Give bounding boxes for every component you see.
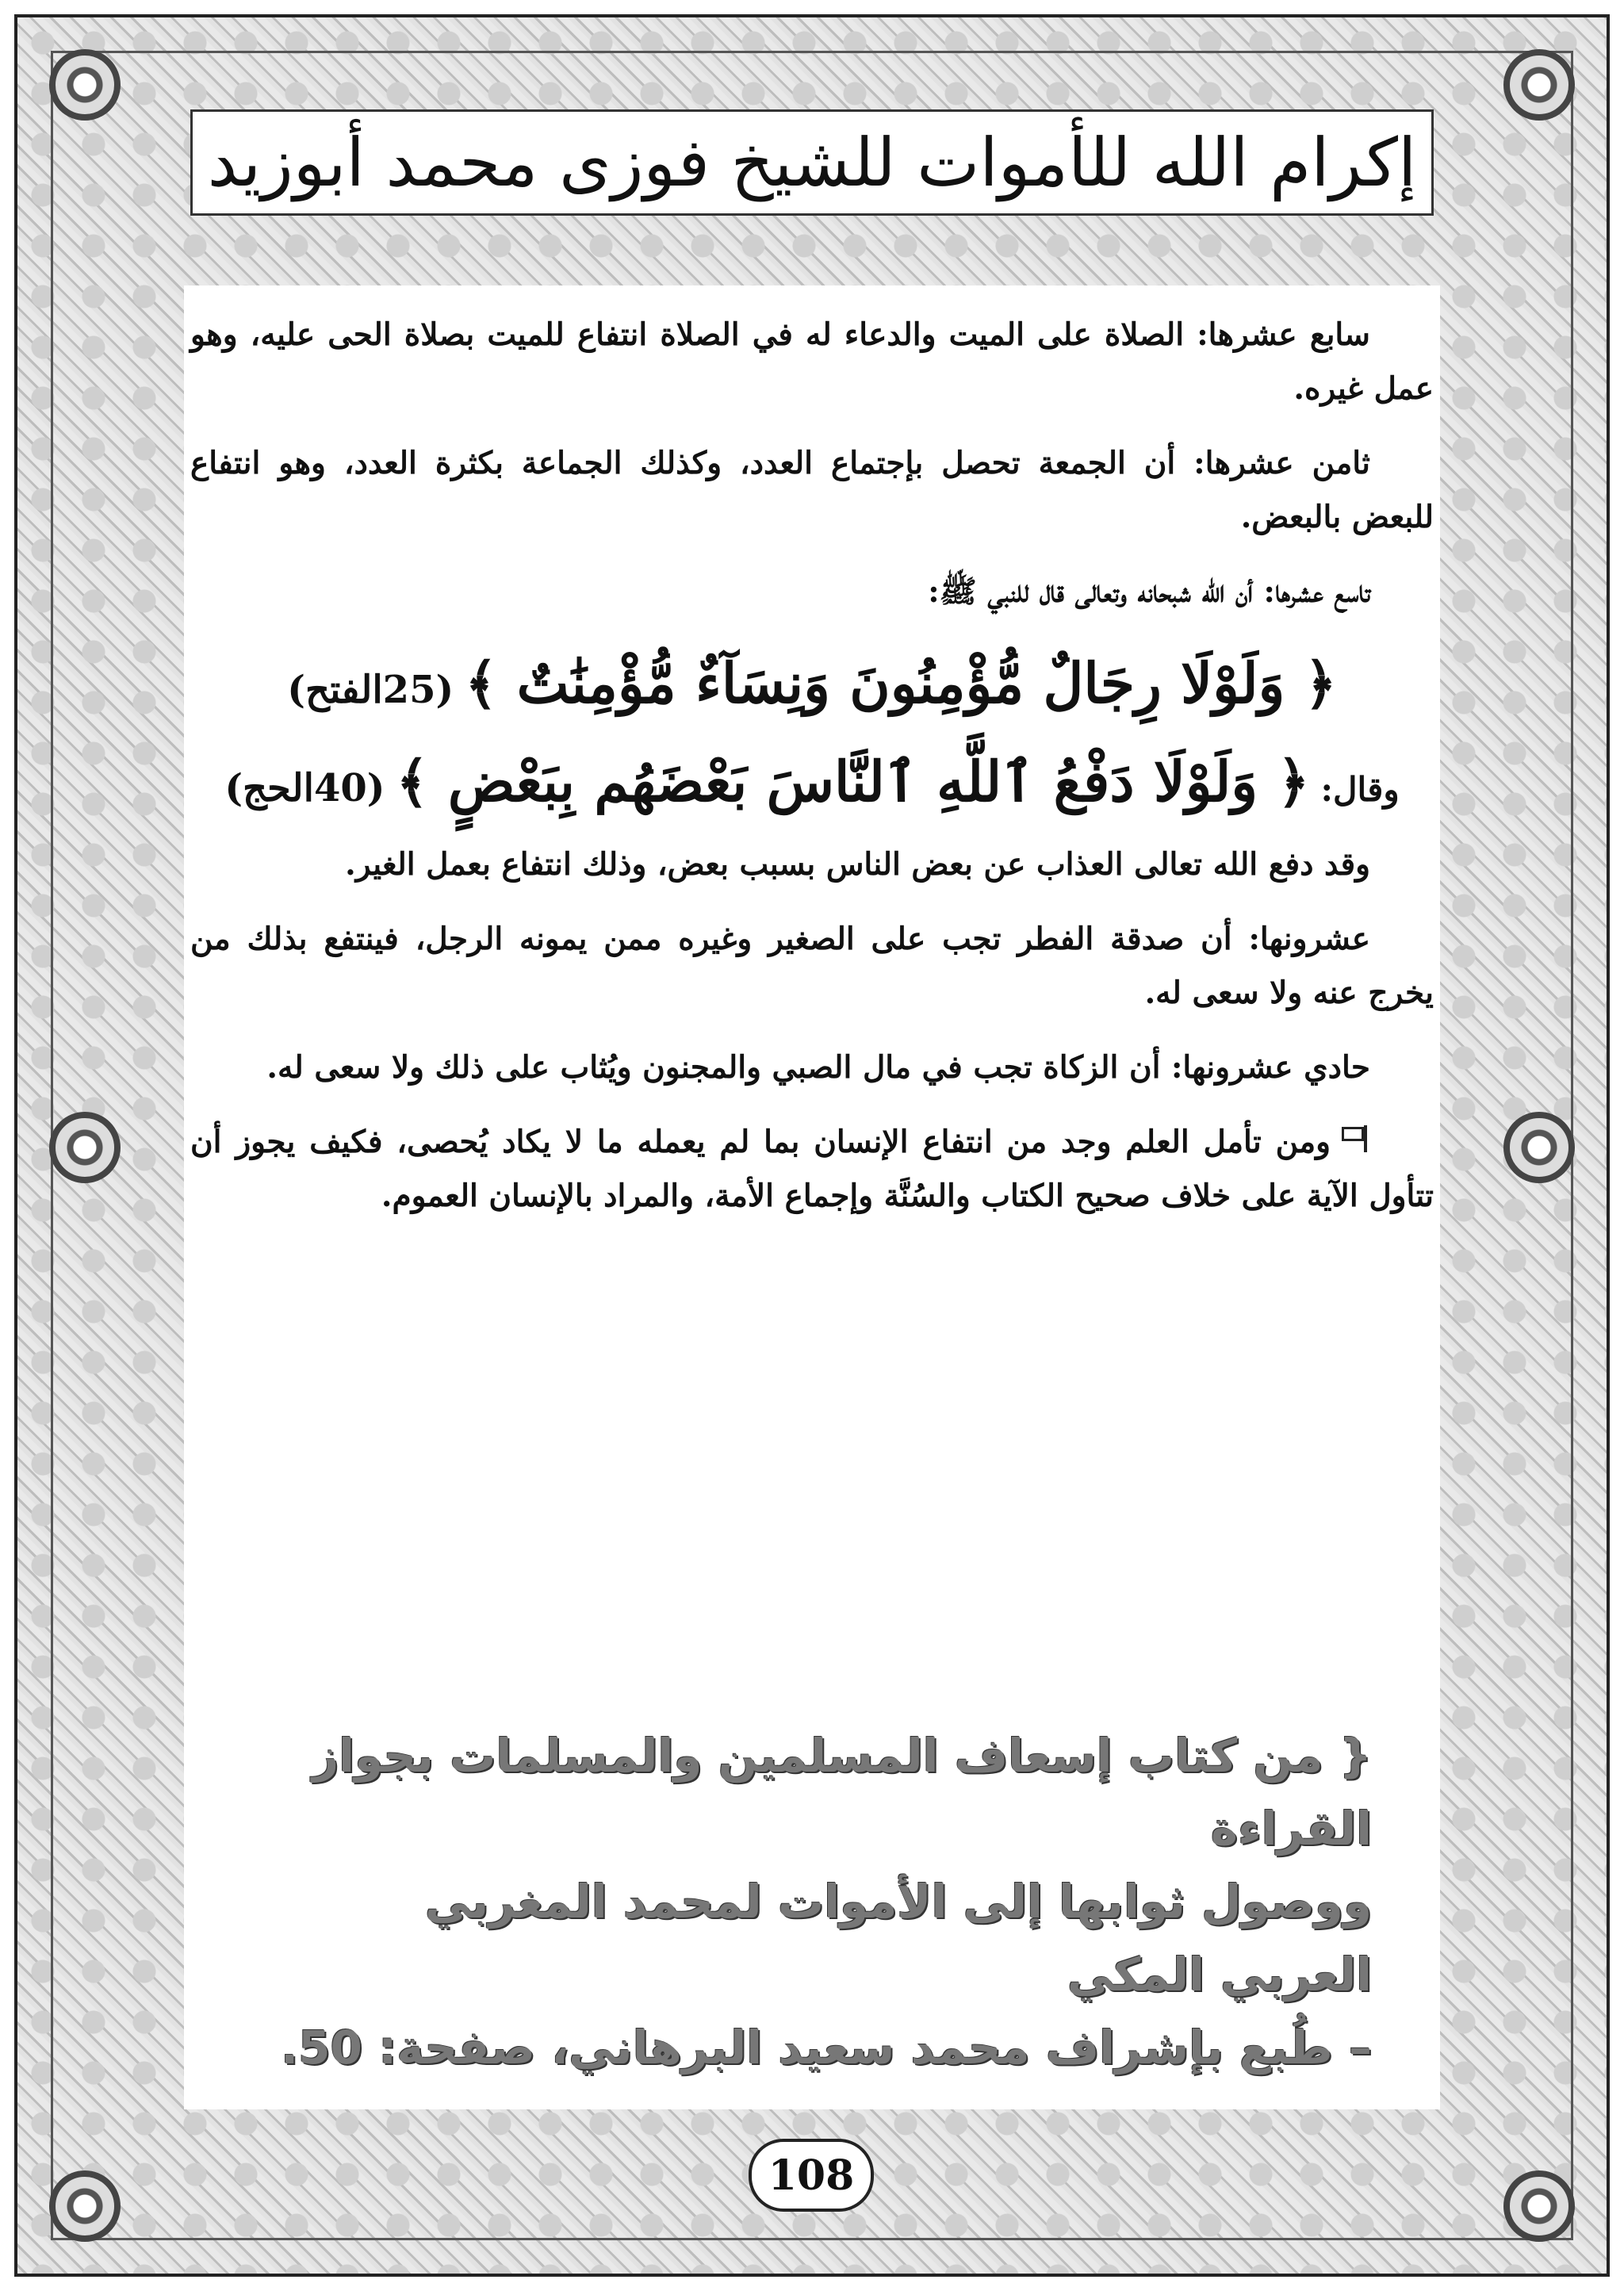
header-band <box>190 109 1434 216</box>
verse-1-text: ﴿ وَلَوْلَا رِجَالٌ مُّؤْمِنُونَ وَنِسَآءٌ مُّؤْمِنَٰتٌ ﴾ <box>465 650 1337 716</box>
paragraph-19-after: وقد دفع الله تعالى العذاب عن بعض الناس بسبب بعض، وذلك انتفاع بعمل الغير. <box>345 846 1370 883</box>
paragraph-20: عشرونها: أن صدقة الفطر تجب على الصغير وغيره ممن يمونه الرجل، فينتفع بذلك من يخرج عنه ولا سعى له. <box>190 921 1434 1011</box>
paragraph-final <box>190 1115 1434 1223</box>
paragraph-19-intro: تاسع عشرها: أن الله شبحانه وتعالى قال للنبي ﷺ: <box>928 573 1370 610</box>
page-number: 108 <box>749 2139 874 2212</box>
corner-rosette-top-right <box>1503 49 1575 121</box>
page-title: إكرام الله للأموات للشيخ فوزى محمد أبوزيد <box>207 124 1417 201</box>
corner-rosette-bottom-right <box>1503 2170 1575 2242</box>
main-text <box>190 308 1434 1243</box>
source-line-3: – طُبع بإشراف محمد سعيد البرهاني، صفحة: 50. <box>281 2021 1372 2075</box>
source-line-2: ووصول ثوابها إلى الأموات لمحمد المغربي العربي المكي <box>424 1875 1372 2002</box>
quran-verse-2 <box>190 737 1434 834</box>
paragraph-18: ثامن عشرها: أن الجمعة تحصل بإجتماع العدد، وكذلك الجماعة بكثرة العدد، وهو انتفاع للبعض بالبعض. <box>190 445 1434 535</box>
paragraph-final-text: ومن تأمل العلم وجد من انتفاع الإنسان بما لم يعمله ما لا يكاد يُحصى، فكيف يجوز أن تتأول الآية على خلاف صحيح الكتاب والسُنَّة وإجماع الأمة، والمراد بالإنسان العموم. <box>190 1124 1434 1214</box>
flag-icon <box>1339 1125 1370 1152</box>
verse-2-reference: (40الحج) <box>224 766 385 810</box>
corner-rosette-bottom-left <box>49 2170 121 2242</box>
paragraph-17: سابع عشرها: الصلاة على الميت والدعاء له في الصلاة انتفاع للميت بصلاة الحى عليه، وهو عمل غيره. <box>190 316 1434 407</box>
side-rosette-right <box>1503 1112 1575 1183</box>
paragraph-21: حادي عشرونها: أن الزكاة تجب في مال الصبي والمجنون ويُثاب على ذلك ولا سعى له. <box>266 1049 1370 1086</box>
corner-rosette-top-left <box>49 49 121 121</box>
source-line-1: { من كتاب إسعاف المسلمين والمسلمات بجواز القراءة <box>312 1729 1372 1856</box>
quran-verse-1 <box>190 639 1434 734</box>
source-citation <box>270 1719 1372 2084</box>
verse-2-prefix: وقال: <box>1320 770 1400 809</box>
side-rosette-left <box>49 1112 121 1183</box>
verse-2-text: ﴿ وَلَوْلَا دَفْعُ ٱللَّهِ ٱلنَّاسَ بَعْضَهُم بِبَعْضٍ ﴾ <box>396 749 1310 814</box>
verse-1-reference: (25الفتح) <box>287 668 454 712</box>
